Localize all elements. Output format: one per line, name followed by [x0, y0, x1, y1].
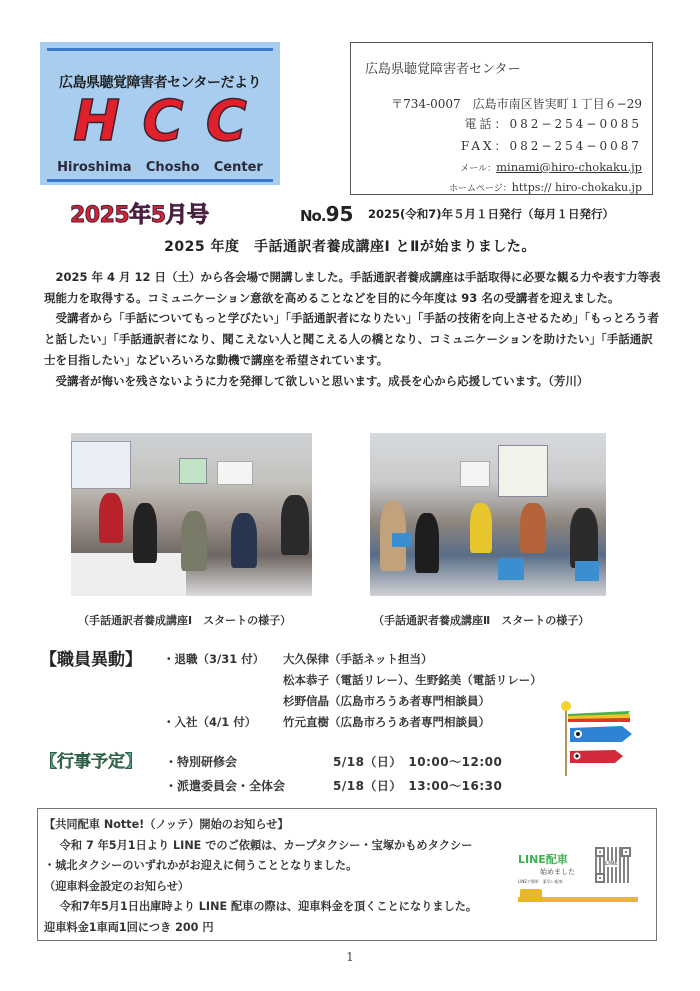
event-name: ・特別研修会 [165, 755, 238, 769]
issue-date: 2025(令和7)年５月１日発行（毎月１日発行） [368, 207, 615, 221]
photo-person [181, 511, 207, 571]
contact-fax [461, 137, 642, 154]
photo-chair [575, 561, 599, 581]
line-card-title: LINE配車 [518, 853, 568, 866]
masthead-top-rule [47, 48, 273, 51]
photo-whiteboard [460, 461, 490, 487]
tel-number: 082−254−0085 [509, 117, 642, 131]
line-card-bar [518, 897, 638, 902]
article-headline: 2025 年度 手話通訳者養成講座Ⅰ とⅡが始まりました。 [164, 239, 536, 255]
article-body [44, 267, 664, 391]
photo-whiteboard [217, 461, 253, 485]
event-date: 5/18（日） 10:00〜12:00 [333, 755, 503, 769]
photo-person [470, 503, 492, 553]
qr-finder [621, 847, 631, 857]
masthead-en-hiroshima: Hiroshima [57, 160, 132, 175]
masthead-letter-h: H [73, 89, 121, 154]
staff-name: 松本恭子（電話リレー）、生野銘美（電話リレー） [283, 673, 542, 687]
masthead-letters [40, 89, 280, 154]
photo-course-1 [71, 433, 312, 596]
line-card-subtitle: 始めました [540, 868, 575, 876]
photo-course-2 [370, 433, 606, 596]
mail-link[interactable]: minami@hiro-chokaku.jp [496, 160, 642, 174]
article-paragraph: 2025 年 4 月 12 日（土）から各会場で開講しました。手話通訳者養成講座は手話取得に必要な観る力や表す力等表現能力を取得する。コミュニケーション意欲を高めることなどを目的に今年度は 93 名の受講者を迎えました。 [44, 270, 661, 305]
events-section-title: 【行事予定】 [40, 752, 142, 772]
notice-text [44, 815, 477, 939]
masthead-subtitle: 広島県聴覚障害者センターだより [59, 75, 261, 91]
notice-subtitle: （迎車料金設定のお知らせ） [44, 879, 190, 893]
notice-line: 令和 7 年5月1日より LINE でのご依頼は、カープタクシー・宝塚かもめタクシー [59, 838, 473, 852]
photo-window [71, 441, 131, 489]
masthead-logo [40, 42, 280, 185]
masthead-letter-c2: C [205, 89, 247, 154]
staff-type: ・退職（3/31 付） [163, 652, 265, 666]
contact-mail [460, 160, 642, 174]
web-url[interactable]: https:// hiro-chokaku.jp [511, 181, 642, 194]
staff-name: 大久保律（手話ネット担当） [283, 652, 433, 666]
photo-caption-1: （手話通訳者養成講座Ⅰ スタートの様子） [78, 614, 292, 627]
koinobori-carp-streamer-icon [560, 698, 650, 778]
staff-name: 杉野信晶（広島市ろうあ者専門相談員） [283, 694, 490, 708]
web-label: ホームページ： [448, 184, 512, 194]
notice-line: 令和7年5月1日出庫時より LINE 配車の際は、迎車料金を頂くことになりました。 [59, 900, 478, 914]
photo-person [570, 508, 598, 568]
line-dispatch-card [510, 823, 645, 918]
issue-number [300, 202, 353, 226]
photo-caption-2: （手話通訳者養成講座Ⅱ スタートの様子） [373, 614, 590, 627]
masthead-en-center: Center [213, 160, 263, 175]
article-paragraph: 受講者が悔いを残さないように力を発揮して欲しいと思います。成長を心から応援しています。（芳川） [55, 373, 589, 388]
issue-no-value: 95 [325, 202, 354, 226]
notice-line: 迎車料金1車両1回につき 200 円 [44, 920, 214, 934]
contact-address: 〒734-0007 広島市南区皆実町１丁目６−29 [391, 97, 642, 111]
photo-person [520, 503, 546, 553]
photo-person [99, 493, 123, 543]
qr-label: LINE [605, 861, 618, 867]
staff-section-title: 【職員異動】 [40, 650, 142, 670]
contact-web [449, 181, 642, 194]
staff-name: 竹元直樹（広島市ろうあ者専門相談員） [283, 715, 490, 729]
masthead-english [40, 160, 280, 175]
fax-label: FAX： [461, 139, 510, 153]
qr-finder [595, 847, 605, 857]
qr-code-icon[interactable] [595, 847, 631, 883]
masthead-bottom-rule [47, 179, 273, 182]
fax-number: 082−254−0087 [509, 139, 642, 153]
line-card-small-text: LINEで簡単 素早い配車 [518, 879, 563, 884]
masthead-en-chosho: Chosho [145, 160, 200, 175]
contact-box [350, 42, 653, 195]
photo-projector-screen [498, 445, 548, 497]
photo-person [231, 513, 257, 568]
article-paragraph: 受講者から「手話についてもっと学びたい」「手話通訳者になりたい」「手話の技術を向上させるため」「もっとろう者と話したい」「手話通訳者になり、聞こえない人と聞こえる人の橋となり、コミュニケーションを助けたい」「手話通訳士を目指したい」などいろいろな動機で講座を希望されています。 [44, 311, 660, 367]
mail-label: メール： [460, 164, 497, 174]
masthead-letter-c1: C [142, 89, 184, 154]
notice-title: 【共同配車 Notte!（ノッテ）開始のお知らせ】 [44, 818, 289, 831]
tel-label: 電話： [464, 117, 510, 131]
contact-tel [465, 115, 642, 132]
qr-finder [595, 873, 605, 883]
photo-person [281, 495, 309, 555]
photo-projector-screen [179, 458, 207, 484]
notice-line: ・城北タクシーのいずれかがお迎えに伺うこととなりました。 [44, 859, 358, 873]
issue-month: 2025年5月号 [70, 203, 209, 228]
photo-chair [498, 558, 524, 580]
event-name: ・派遣委員会・全体会 [165, 779, 286, 793]
event-date: 5/18（日） 13:00〜16:30 [333, 779, 503, 793]
photo-table [71, 553, 186, 596]
issue-no-label: No. [300, 207, 326, 225]
contact-org: 広島県聴覚障害者センター [365, 62, 521, 77]
photo-chair [392, 533, 412, 547]
photo-person [415, 513, 439, 573]
staff-type: ・入社（4/1 付） [163, 715, 257, 729]
photo-person [133, 503, 157, 563]
page-number: 1 [346, 950, 354, 964]
